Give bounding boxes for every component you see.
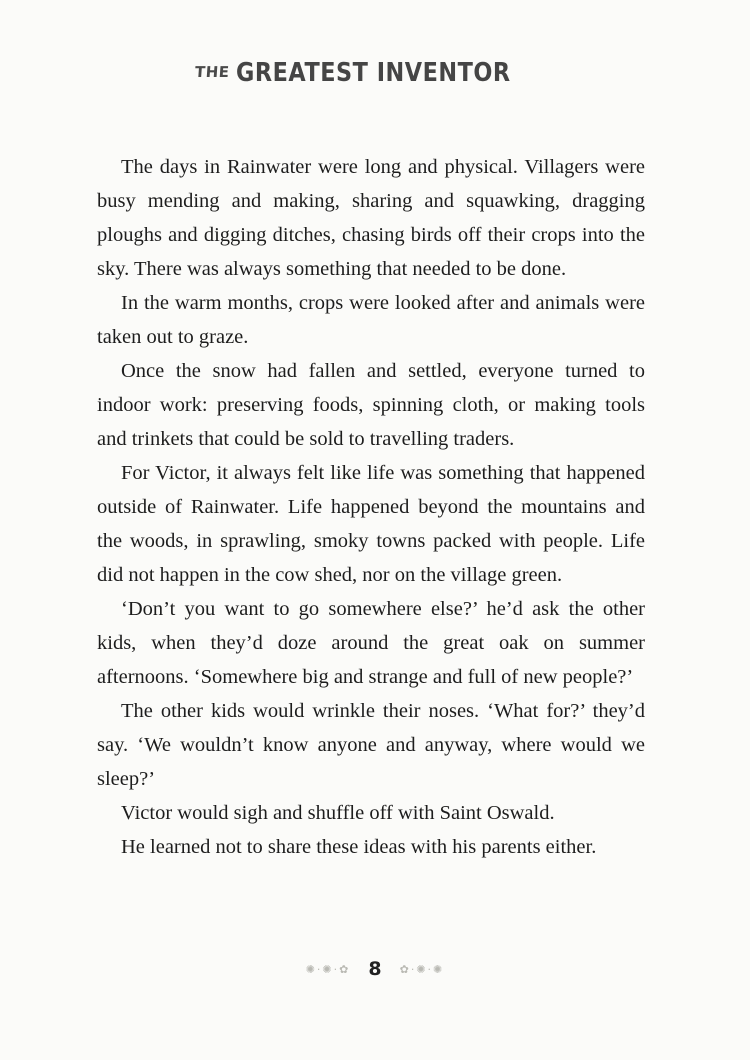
page-footer <box>0 958 750 980</box>
left-ornament-icon: ✺·✺·✿ <box>305 962 351 976</box>
page-number: 8 <box>368 958 382 980</box>
paragraph: The days in Rainwater were long and physical. Villagers were busy mending and making, sharing and squawking, dragging ploughs and digging ditches, chasing birds off their crops into the sky. There was always something that needed to be done. <box>97 156 645 280</box>
paragraph: Victor would sigh and shuffle off with Saint Oswald. <box>121 802 555 824</box>
running-header <box>0 58 750 88</box>
paragraph: ‘Don’t you want to go somewhere else?’ he’d ask the other kids, when they’d doze around the great oak on summer afternoons. ‘Somewhere big and strange and full of new people?’ <box>97 598 645 688</box>
book-title: GREATEST INVENTOR <box>235 58 511 88</box>
body-text <box>97 150 645 864</box>
right-ornament-icon: ✿·✺·✺ <box>399 962 445 976</box>
header-the: THE <box>194 63 231 81</box>
paragraph: He learned not to share these ideas with his parents either. <box>121 836 597 858</box>
paragraph: The other kids would wrinkle their noses. ‘What for?’ they’d say. ‘We wouldn’t know anyone and anyway, where would we sleep?’ <box>97 700 645 790</box>
paragraph: In the warm months, crops were looked after and animals were taken out to graze. <box>97 292 645 348</box>
paragraph: Once the snow had fallen and settled, everyone turned to indoor work: preserving foods, spinning cloth, or making tools and trinkets that could be sold to travelling traders. <box>97 360 645 450</box>
paragraph: For Victor, it always felt like life was something that happened outside of Rainwater. Life happened beyond the mountains and the woods, in sprawling, smoky towns packed with people. Life did not happen in the cow shed, nor on the village green. <box>97 462 645 586</box>
